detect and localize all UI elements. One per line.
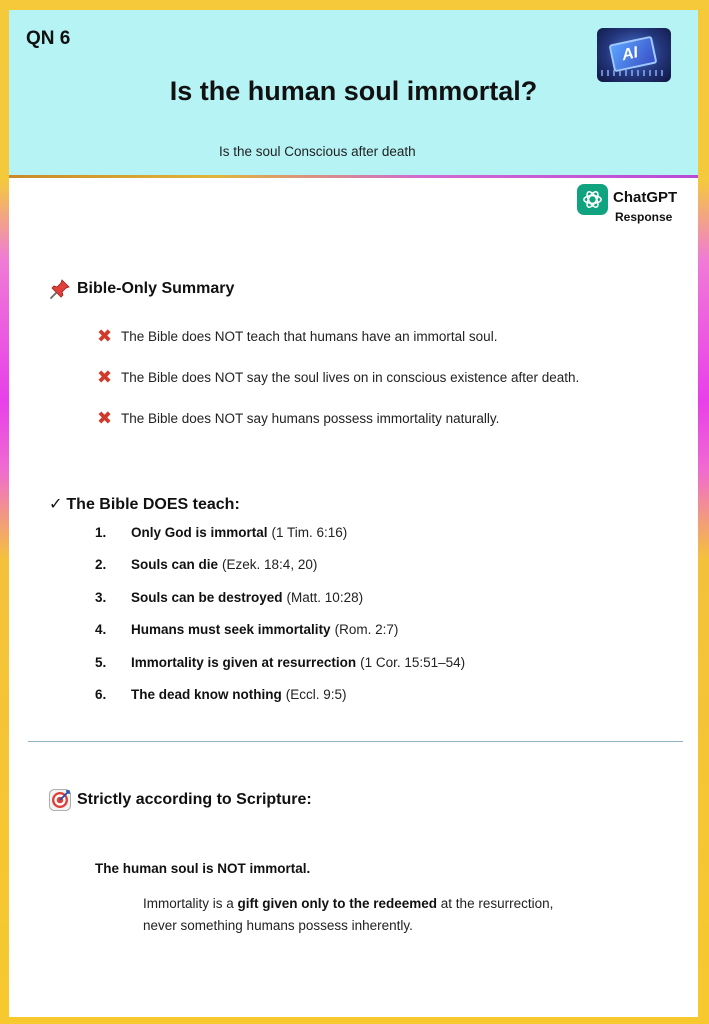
chatgpt-badge: [577, 183, 687, 227]
scripture-heading-text: Strictly according to Scripture:: [77, 791, 312, 808]
header-banner: [9, 10, 698, 178]
conclusion-statement: The human soul is NOT immortal.: [95, 861, 311, 876]
check-mark-icon: ✓: [49, 496, 63, 513]
ai-chip-logo: [597, 28, 671, 82]
teach-heading-text: The Bible DOES teach:: [66, 496, 240, 513]
cross-mark-icon: ✖: [97, 367, 113, 387]
list-item: ✖ The Bible does NOT teach that humans have an immortal soul.: [97, 326, 498, 346]
openai-logo-icon: [577, 184, 608, 215]
page: [9, 10, 698, 1017]
summary-heading: [49, 278, 234, 300]
response-label: Response: [615, 210, 673, 224]
cross-mark-icon: ✖: [97, 408, 113, 428]
chatgpt-label: ChatGPT: [613, 189, 678, 206]
summary-list: [97, 326, 579, 449]
cross-mark-icon: ✖: [97, 326, 113, 346]
teach-heading: [49, 494, 240, 514]
list-item: ✖ The Bible does NOT say humans possess immortality naturally.: [97, 408, 500, 428]
ai-chip-icon: [609, 36, 658, 73]
list-item: ✖ The Bible does NOT say the soul lives on in conscious existence after death.: [97, 367, 580, 387]
ai-badge-text: AI: [620, 44, 640, 65]
highlight-text: gift given only to the redeemed: [237, 896, 438, 911]
section-divider: [28, 741, 683, 742]
scripture-heading: [49, 789, 312, 811]
summary-heading-text: Bible-Only Summary: [77, 280, 235, 297]
question-number: QN 6: [26, 28, 71, 49]
target-icon: [49, 789, 71, 811]
list-item: 2. Souls can die (Ezek. 18:4, 20): [95, 557, 318, 572]
list-item: 3. Souls can be destroyed (Matt. 10:28): [95, 589, 364, 605]
page-title: Is the human soul immortal?: [169, 76, 538, 106]
page-subtitle: Is the soul Conscious after death: [219, 144, 416, 159]
list-item: 6. The dead know nothing (Eccl. 9:5): [95, 687, 347, 702]
teach-list: [95, 522, 465, 717]
list-item: 1. Only God is immortal (1 Tim. 6:16): [95, 524, 348, 540]
pushpin-icon: [49, 278, 71, 300]
list-item: 5. Immortality is given at resurrection (1 Cor. 15:51–54): [95, 654, 466, 670]
conclusion-paragraph: Immortality is a gift given only to the redeemed at the resurrection, never something humans possess inherently.: [143, 896, 554, 933]
list-item: 4. Humans must seek immortality (Rom. 2:7): [95, 622, 399, 637]
